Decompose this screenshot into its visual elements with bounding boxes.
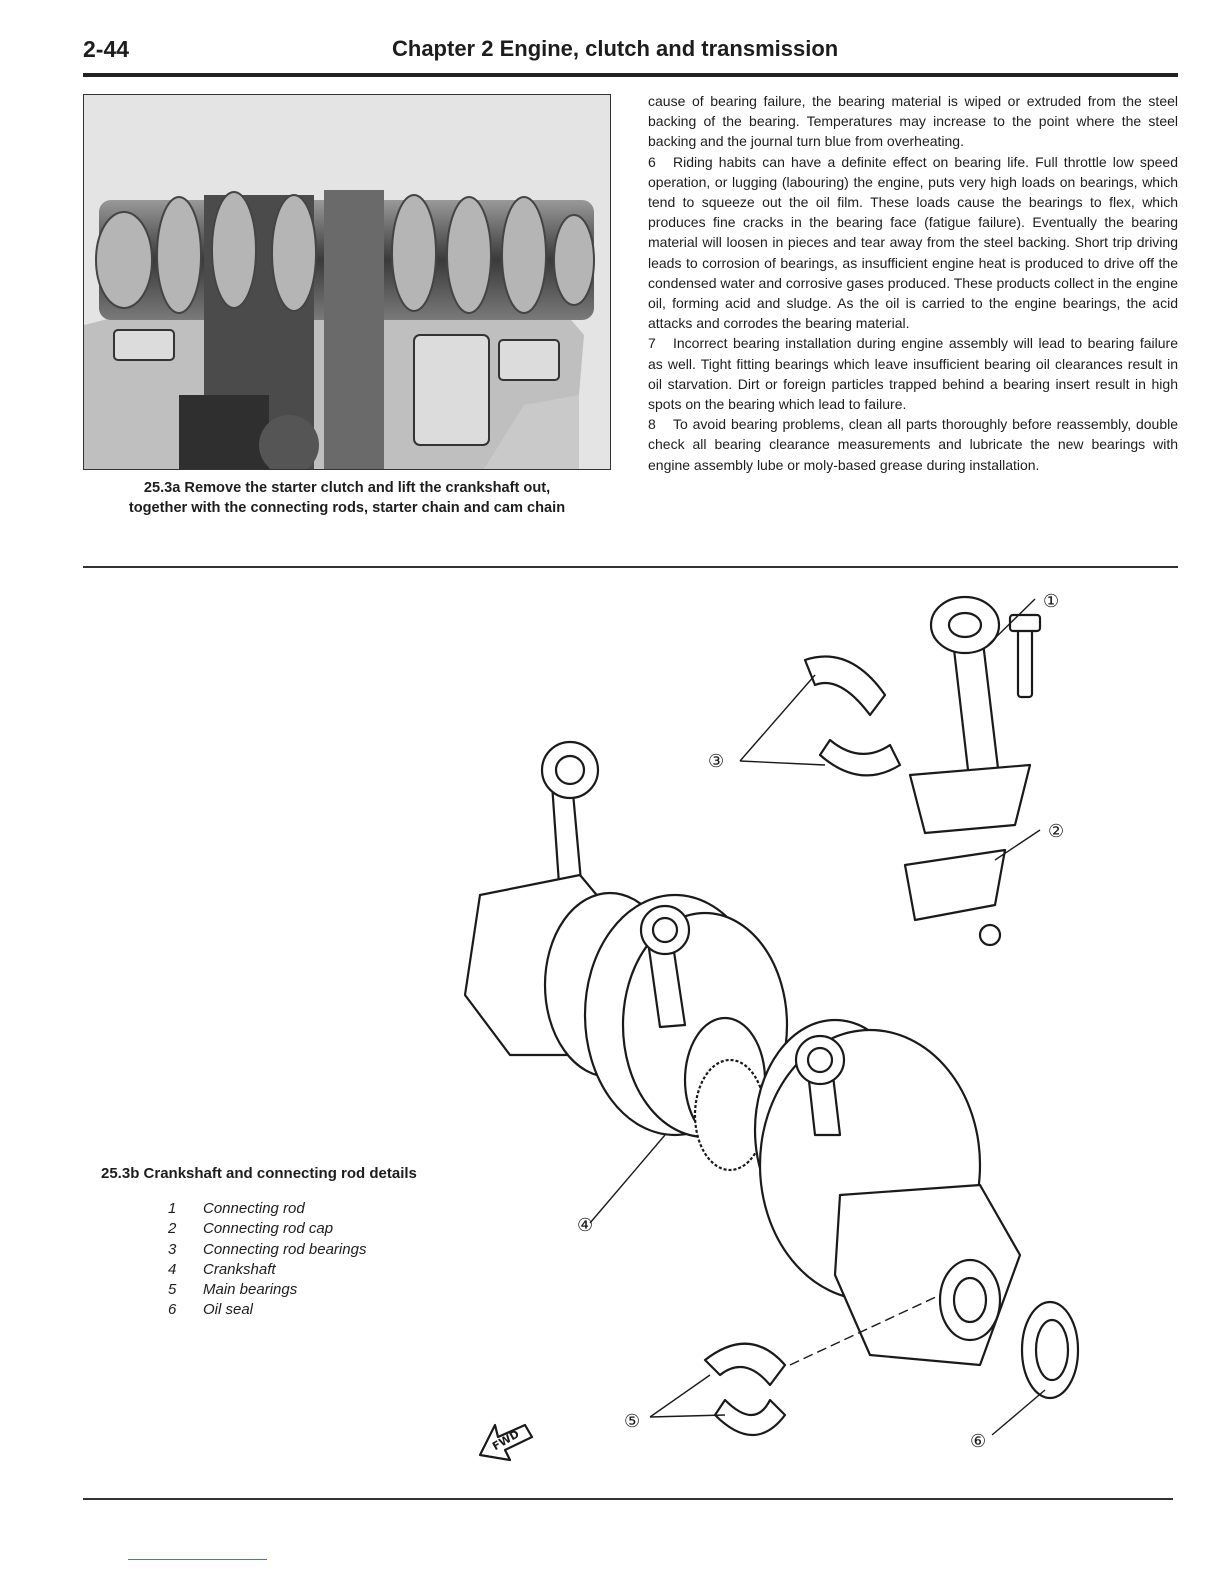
crankshaft-photo [83,94,611,470]
photo-caption: 25.3a Remove the starter clutch and lift the crankshaft out, together with the connecting rods, starter chain and cam chain [128,480,566,516]
footer-link-underline [128,1559,267,1560]
legend-item: 4 Crankshaft [168,1260,276,1278]
callout-2: ② [1048,821,1065,842]
paragraph-6: 6 Riding habits can have a definite effect on bearing life. Full throttle low speed operation, or lugging (labouring) the engine, puts very high loads on bearings, which tend to squeeze out the oil film. These loads cause the bearings to flex, which produces fine cracks in the bearing face (fatigue failure). Eventually the bearing material will loosen in pieces and tear away from the steel backing. Short trip driving leads to corrosion of bearings, as insufficient engine heat is produced to drive off the condensed water and corrosive gases produced. These products collect in the engine oil, forming acid and sludge. As the oil is carried to the engine bearings, the acid attacks and corrodes the bearing material. [648,153,1178,332]
section-divider [83,566,1178,568]
body-text [648,91,1178,475]
header-rule [83,73,1178,77]
fwd-label: FWD [490,1427,522,1454]
callout-3: ③ [708,751,725,772]
callout-4: ④ [577,1215,594,1236]
legend-item: 2 Connecting rod cap [168,1220,334,1238]
callout-5: ⑤ [624,1411,641,1432]
paragraph-7: 7 Incorrect bearing installation during engine assembly will lead to bearing failure as well. Tight fitting bearings which leave insufficient bearing oil clearances result in oil starvation. Dirt or foreign particles trapped behind a bearing insert result in high spots on the bearing which lead to failure. [648,335,1178,413]
legend-item: 6 Oil seal [168,1301,254,1319]
diagram-legend [168,1199,366,1321]
diagram-caption: 25.3b Crankshaft and connecting rod details [101,1165,417,1182]
legend-item: 5 Main bearings [168,1281,298,1299]
callout-1: ① [1043,591,1060,612]
legend-item: 3 Connecting rod bearings [168,1240,367,1258]
legend-item: 1 Connecting rod [168,1200,305,1217]
paragraph-5-continued: cause of bearing failure, the bearing material is wiped or extruded from the steel backing of the bearing. Temperatures may increase to the point where the steel backing and the journal turn blue from overheating. [648,93,1178,150]
crankshaft-exploded-diagram [440,575,1140,1485]
paragraph-8: 8 To avoid bearing problems, clean all parts thoroughly before reassembly, double check all bearing clearance measurements and lubricate the new bearings with engine assembly lube or moly-based grease during installation. [648,416,1178,473]
callout-6: ⑥ [970,1431,987,1452]
footer-rule [83,1498,1173,1500]
page-number: 2-44 [83,36,130,62]
chapter-title: Chapter 2 Engine, clutch and transmission [392,36,839,61]
